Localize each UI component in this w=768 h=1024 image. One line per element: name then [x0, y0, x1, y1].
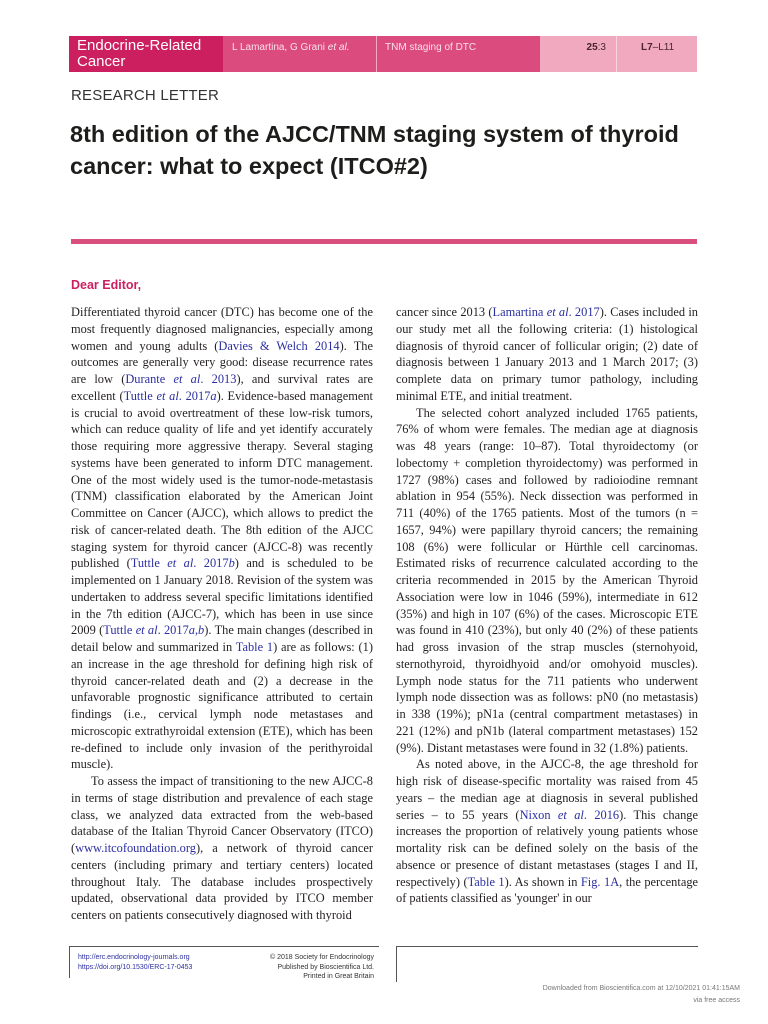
header-volume-issue: [540, 36, 617, 72]
citation-link[interactable]: Lamartina et al. 2017: [492, 305, 600, 319]
issue: :3: [597, 42, 606, 53]
title-divider: [71, 239, 697, 244]
paragraph: The selected cohort analyzed included 1765 patients, 76% of whom were females. The median age at diagnosis was 48 years (range: 10–87). Total thyroidectomy (or lobectomy + completion thyroidectomy) was performed in 1727 (98%) cases and followed by radioiodine remnant ablation in 954 (55%). Neck dissection was performed in 711 (40%) of the 1765 patients. Most of the tumors (n = 1657, 94%) were papillary thyroid cancers; the remaining 108 (6%) were follicular or Hürthle cell carcinomas. Estimated risks of recurrence calculated according to the criteria recommended in 2015 by the American Thyroid Association were low in 1046 (59%), intermediate in 612 (35%) and high in 107 (6%) of the cases. Microscopic ETE was found in 410 (23%), but only 40 (2%) of these patients had gross invasion of the strap muscles (sternohyoid, sternothyroid, thyroidhyoid and/or omohyoid muscles). Lymph node status for the 711 patients who underwent lymph node dissection was as follows: pN0 (no metastasis) in 338 (19%); pN1a (central compartment metastases) in 221 (12%) and pN1b (lateral compartment metastases) 152 (9%). Distant metastases were found in 32 (1.8%) patients.: [396, 405, 698, 755]
citation-link[interactable]: Nixon et al. 2016: [519, 807, 620, 822]
footer-divider: [396, 946, 397, 982]
table-link[interactable]: Table 1: [467, 874, 505, 889]
journal-name: [69, 36, 223, 72]
page-start: L7: [641, 42, 653, 53]
footer-links: [78, 953, 192, 973]
footer-divider: [69, 946, 379, 947]
citation-link[interactable]: Tuttle et al. 2017b: [130, 556, 235, 571]
citation-link[interactable]: Tuttle et al. 2017a: [123, 388, 217, 403]
download-info: Downloaded from Bioscientifica.com at 12/10/2021 01:41:15AM: [542, 985, 740, 992]
journal-name-line1: Endocrine-Related: [77, 37, 202, 54]
table-link[interactable]: Table 1: [235, 640, 274, 654]
volume: 25: [586, 42, 598, 53]
right-column: [396, 304, 698, 907]
authors-etal: et al.: [325, 42, 350, 53]
figure-link[interactable]: Fig. 1A: [580, 874, 620, 889]
access-info: via free access: [693, 997, 740, 1004]
publisher-text: Published by Bioscientifica Ltd.: [277, 963, 374, 971]
printed-text: Printed in Great Britain: [303, 973, 374, 980]
salutation: Dear Editor,: [71, 278, 142, 292]
header-page-range: [617, 36, 697, 72]
paragraph: cancer since 2013 (Lamartina et al. 2017). Cases included in our study met all the following criteria: (1) histological diagnosis of thyroid cancer of follicular origin; (2) date of diagnosis between 1 January 2013 and 1 March 2017; (3) complete data on primary tumor pathology, including minimal ETE, and initial treatment.: [396, 305, 698, 403]
journal-name-line2: Cancer: [77, 53, 126, 70]
doi-link[interactable]: https://doi.org/10.1530/ERC-17-0453: [78, 964, 193, 971]
paragraph: As noted above, in the AJCC-8, the age threshold for high risk of disease-specific mortality was raised from 45 years – the median age at diagnosis in several published series – to 55 years (Nixon et al. 2016). This change increases the proportion of relatively young patients whose mortality risk can be defined solely on the basis of the absence or presence of distant metastases (stages I and II, respectively) (Table 1). As shown in Fig. 1A, the percentage of patients classified as 'younger' in our: [396, 757, 699, 906]
running-header: [69, 36, 697, 72]
footer-divider: [396, 946, 698, 947]
authors-text: L Lamartina, G Grani: [232, 42, 326, 53]
paragraph: To assess the impact of transitioning to the new AJCC-8 in terms of stage distribution and prevalence of each stage class, we analyzed data extracted from the web-based database of the Italian Thyroid Cancer Observatory (ITCO) (www.itcofoundation.org), a network of thyroid cancer centers (including primary and tertiary centers) located throughout Italy. The database includes prospectively updated, observational data provided by ITCO member centers on patients consecutively diagnosed with thyroid: [71, 774, 373, 922]
citation-link[interactable]: Durante et al. 2013: [125, 372, 237, 386]
copyright-text: © 2018 Society for Endocrinology: [270, 954, 374, 961]
footer-divider: [69, 946, 70, 978]
journal-url-link[interactable]: http://erc.endocrinology-journals.org: [78, 954, 190, 961]
footer-copyright: [220, 953, 374, 982]
header-authors: [223, 36, 377, 72]
page-end: –L11: [652, 42, 675, 53]
website-link[interactable]: www.itcofoundation.org: [75, 841, 196, 855]
article-title: 8th edition of the AJCC/TNM staging system of thyroid cancer: what to expect (ITCO#2): [70, 121, 679, 179]
section-label: RESEARCH LETTER: [71, 87, 220, 104]
citation-link[interactable]: Tuttle et al. 2017a,b: [103, 623, 205, 638]
header-short-title: TNM staging of DTC: [377, 36, 540, 72]
left-column: [71, 304, 373, 924]
citation-link[interactable]: Davies & Welch 2014: [218, 338, 340, 353]
download-stamp: [543, 983, 740, 1007]
paragraph: Differentiated thyroid cancer (DTC) has become one of the most frequently diagnosed malignancies, especially among women and young adults (Davies & Welch 2014). The outcomes are generally very good: disease recurrence rates are low (Durante et al. 2013), and survival rates are excellent (Tuttle et al. 2017a). Evidence-based management is crucial to avoid overtreatment of these low-risk tumors, which can reduce quality of life and yet identify accurately those requiring more aggressive therapy. Several staging systems have been generated to inform DTC management. One of the most widely used is the tumor-node-metastasis (TNM) classification elaborated by the American Joint Committee on Cancer (AJCC), which allows to predict the risk of cancer-related death. The 8th edition of the AJCC staging system for thyroid cancer (AJCC-8) was recently published (Tuttle et al. 2017b) and is scheduled to be implemented on 1 January 2018. Revision of the system was undertaken to address several specific limitations identified in the 7th edition (AJCC-7), which has been in use since 2009 (Tuttle et al. 2017a,b). The main changes (described in detail below and summarized in Table 1) are as follows: (1) an increase in the age threshold for defining high risk of thyroid cancer-related death and (2) a decrease in the unfavorable prognostic significance attributed to certain findings (i.e., cervical lymph node metastases and microscopic extrathyroidal extension (ETE), which has been re-defined to include only invasion of the perithyroidal muscle).: [71, 305, 374, 772]
